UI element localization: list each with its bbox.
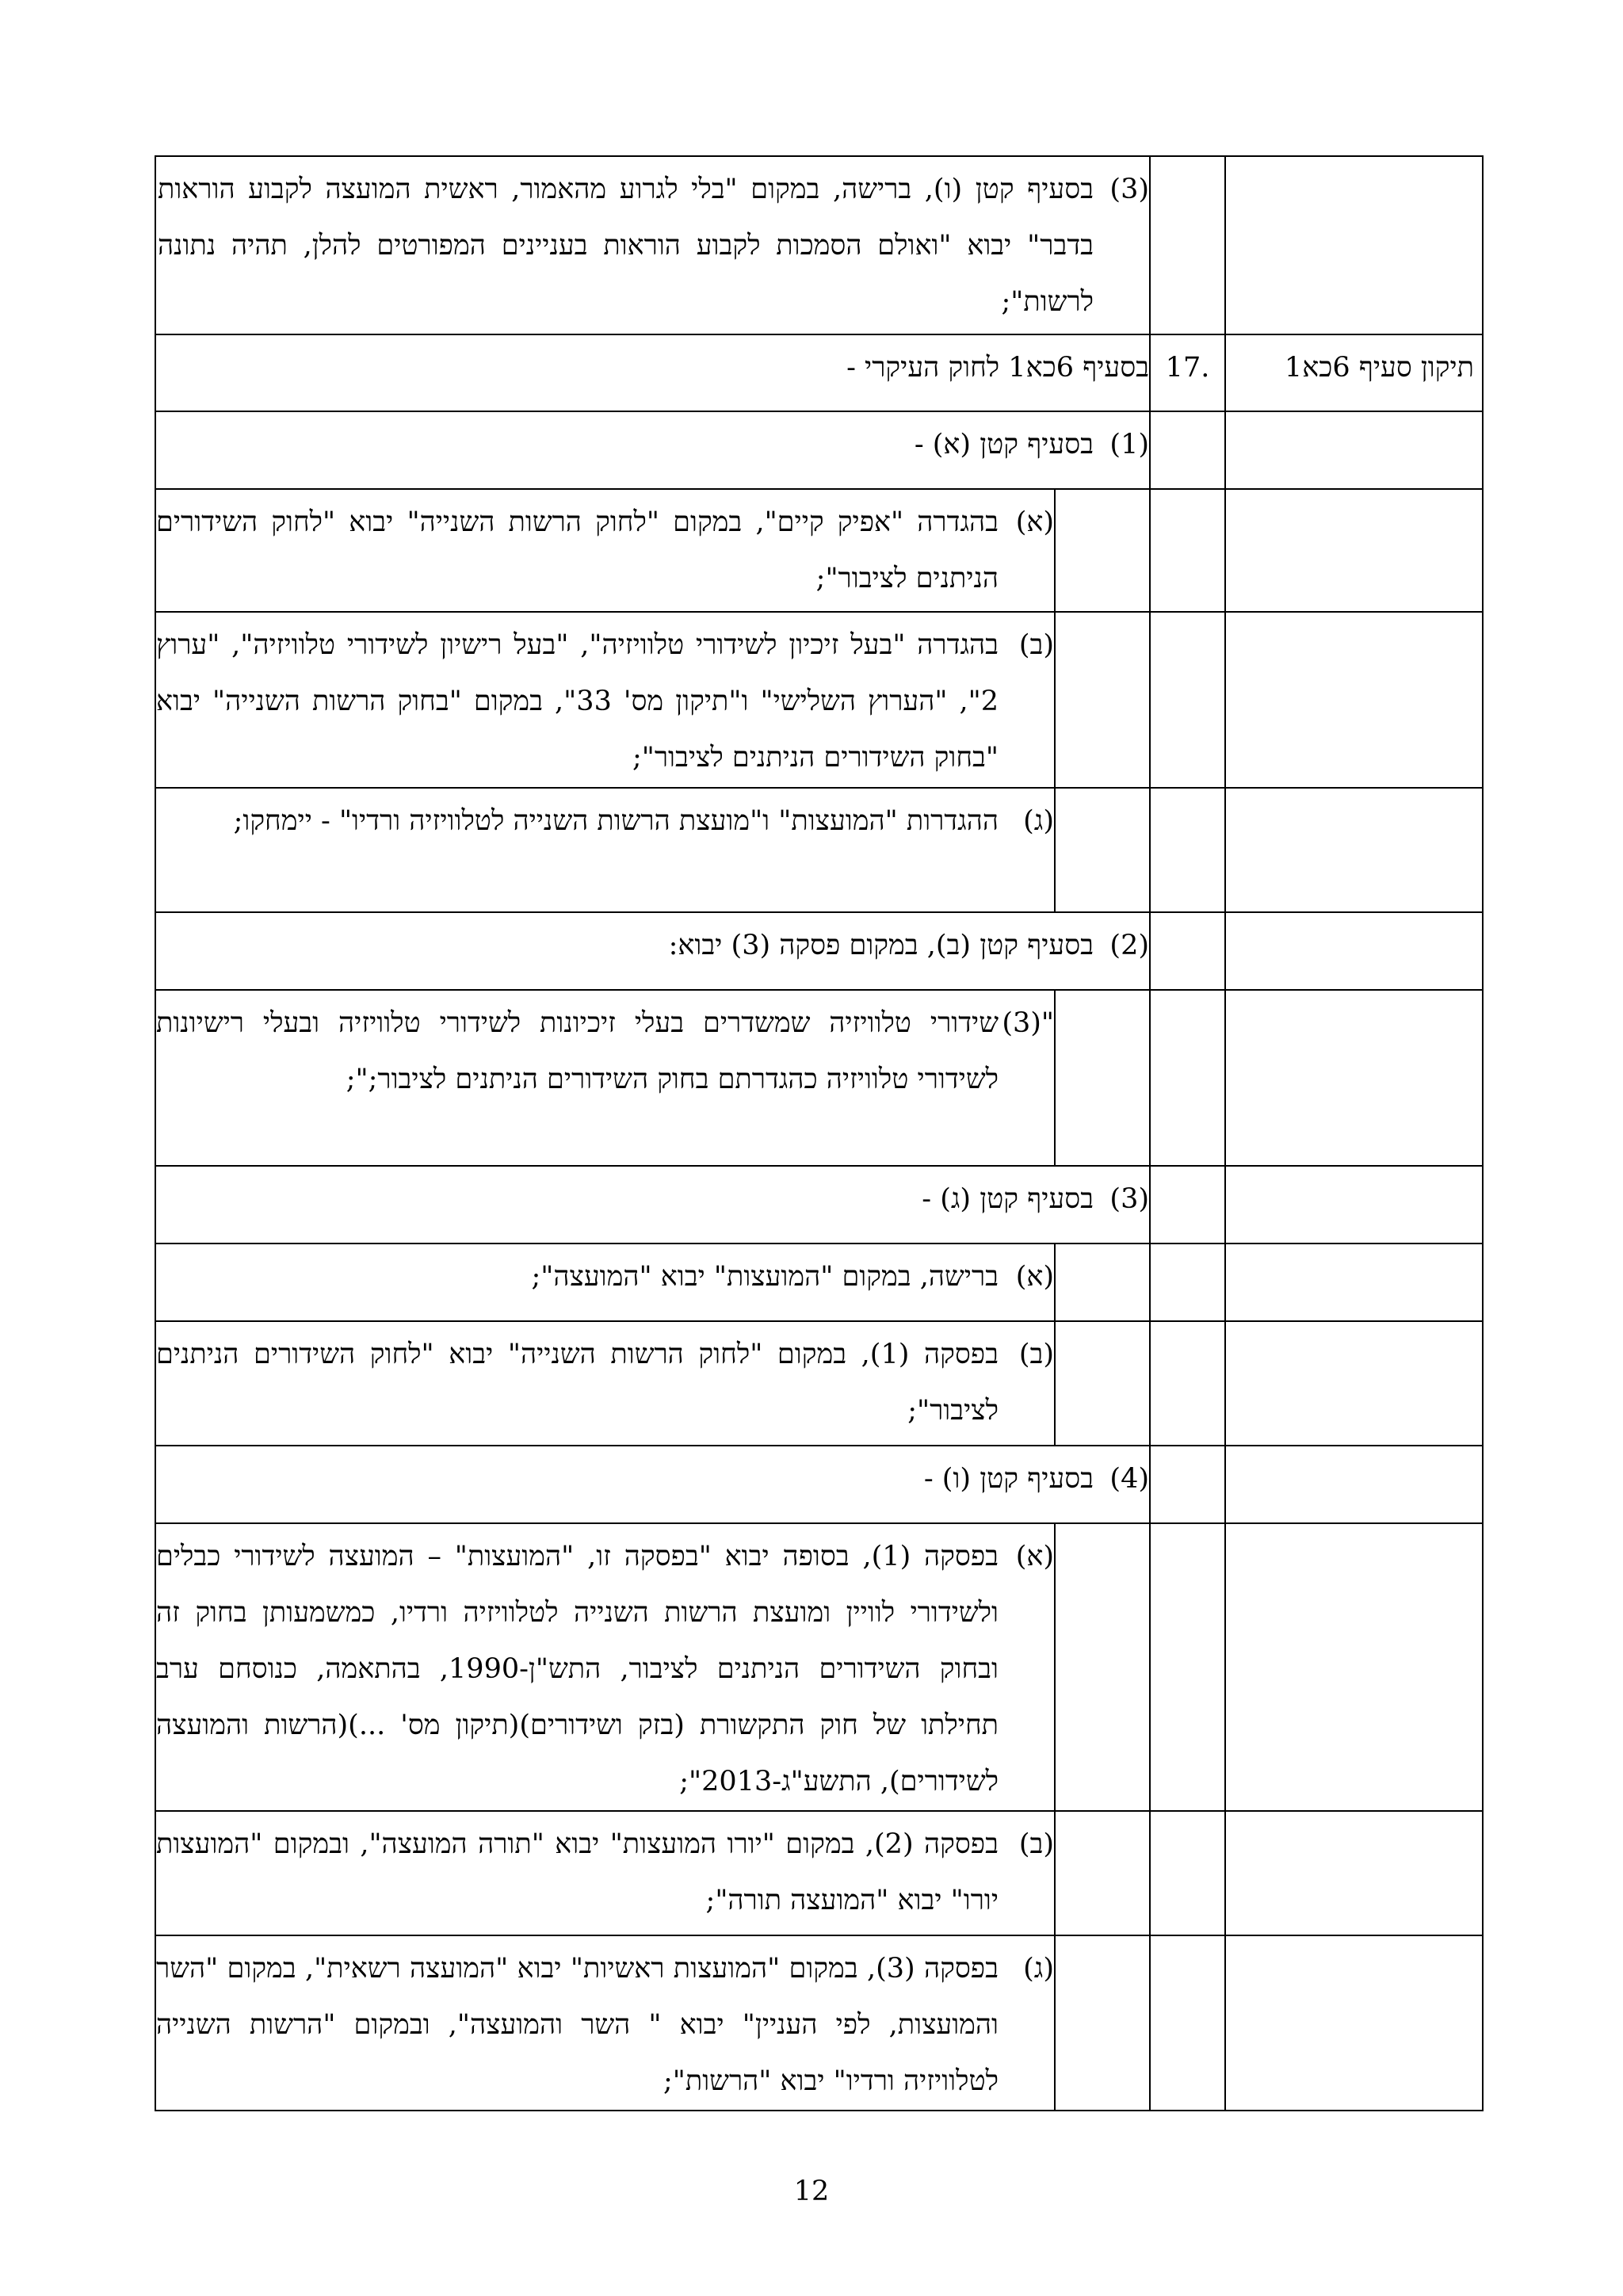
item-text: שידורי טלוויזיה שמשדרים בעלי זיכיונות לשידורי טלוויזיה ובעלי רישיונות לשידורי טלוויזיה כהגדרתם בחוק השידורים הניתנים לציבור;"; <box>156 1007 999 1095</box>
item-label: (3) <box>1109 1183 1150 1215</box>
item-label: (3) <box>1109 174 1150 205</box>
text-cell <box>155 1811 1055 1935</box>
item-label: (א) <box>1015 1261 1055 1293</box>
table-row <box>155 1811 1483 1935</box>
table-row <box>155 334 1483 411</box>
text-cell <box>155 489 1055 612</box>
table-row <box>155 788 1483 912</box>
text-cell <box>155 1166 1150 1244</box>
text-cell <box>155 1523 1055 1811</box>
item-label: (א) <box>1015 1541 1055 1572</box>
page-number: 12 <box>793 2176 830 2207</box>
table-row <box>155 1321 1483 1446</box>
item-label: (1) <box>1109 429 1150 460</box>
margin-note: תיקון סעיף 6כא1 <box>1284 352 1475 384</box>
item-text: ברישה, במקום "המועצות" יבוא "המועצה"; <box>531 1261 999 1293</box>
item-label: (ב) <box>1018 629 1055 661</box>
item-label: (4) <box>1109 1463 1150 1495</box>
item-label: (2) <box>1109 930 1150 961</box>
table-row <box>155 489 1483 612</box>
amendment-table <box>155 155 1484 2111</box>
item-text: בפסקה (1), בסופה יבוא "בפסקה זו, "המועצות" – המועצה לשידורי כבלים ולשידורי לוויין ומועצת הרשות השנייה לטלוויזיה ורדיו, כמשמעותן בחוק זה ובחוק השידורים הניתנים לציבור, התש"ן-1990, בהתאמה, כנוסחם ערב תחילתו של חוק התקשורת (בזק ושידורים)(תיקון מס' ...)(הרשות והמועצה לשידורים), התשע"ג-2013"; <box>156 1541 999 1797</box>
item-text: בסעיף קטן (ו), ברישה, במקום "בלי לגרוע מהאמור, ראשית המועצה לקבוע הוראות בדבר" יבוא "ואולם הסמכות לקבוע הוראות בעניינים המפורטים להלן, תהיה נתונה לרשות"; <box>158 174 1094 318</box>
item-text: בהגדרה "בעל זיכיון לשידורי טלוויזיה", "בעל רישיון לשידורי טלוויזיה", "ערוץ 2", "הערוץ השלישי" ו"תיקון מס' 33", במקום "בחוק הרשות השנייה" יבוא "בחוק השידורים הניתנים לציבור"; <box>156 629 999 774</box>
text-cell <box>155 1244 1055 1321</box>
table-row <box>155 1446 1483 1523</box>
section-number-cell <box>1150 156 1225 334</box>
text-cell <box>155 1321 1055 1446</box>
text-cell <box>155 1935 1055 2111</box>
section-number: .17 <box>1165 352 1210 384</box>
item-text: בסעיף קטן (ו) - <box>923 1463 1094 1495</box>
item-text: בפסקה (1), במקום "לחוק הרשות השנייה" יבוא "לחוק השידורים הניתנים לציבור"; <box>156 1339 999 1427</box>
item-label: (ב) <box>1018 1339 1055 1370</box>
item-label: (ג) <box>1023 1953 1055 1985</box>
item-label: (ב) <box>1018 1828 1055 1860</box>
margin-note-cell <box>1225 156 1483 334</box>
item-label: "(3) <box>1002 1007 1055 1039</box>
table-row <box>155 1244 1483 1321</box>
text-cell <box>155 612 1055 788</box>
item-text: בפסקה (2), במקום "יורו המועצות" יבוא "תורה המועצה", ובמקום "המועצות יורו" יבוא "המועצה תורה"; <box>156 1828 999 1916</box>
table-row <box>155 990 1483 1166</box>
section-number-cell <box>1150 334 1225 411</box>
item-label: (א) <box>1015 506 1055 538</box>
text-cell <box>155 788 1055 912</box>
margin-note-cell <box>1225 334 1483 411</box>
table-row <box>155 1523 1483 1811</box>
text-cell <box>155 912 1150 990</box>
item-text: בפסקה (3), במקום "המועצות ראשיות" יבוא "המועצה רשאית", במקום "השר והמועצות, לפי העניין" יבוא " השר והמועצה", ובמקום "הרשות השנייה לטלוויזיה ורדיו" יבוא "הרשות"; <box>156 1953 999 2097</box>
text-cell <box>155 411 1150 489</box>
item-text: בהגדרה "אפיק קיים", במקום "לחוק הרשות השנייה" יבוא "לחוק השידורים הניתנים לציבור"; <box>156 506 999 594</box>
text-cell <box>155 990 1055 1166</box>
text-cell <box>155 1446 1150 1523</box>
table-row <box>155 1935 1483 2111</box>
table-row <box>155 1166 1483 1244</box>
item-text: ההגדרות "המועצות" ו"מועצת הרשות השנייה לטלוויזיה ורדיו" - יימחקו; <box>233 805 999 837</box>
table-row <box>155 156 1483 334</box>
table-row <box>155 411 1483 489</box>
table-row <box>155 912 1483 990</box>
text-cell <box>155 334 1150 411</box>
item-text: בסעיף קטן (ג) - <box>922 1183 1094 1215</box>
item-text: בסעיף 6כא1 לחוק העיקרי - <box>846 352 1150 384</box>
item-text: בסעיף קטן (ב), במקום פסקה (3) יבוא: <box>668 930 1094 961</box>
item-label: (ג) <box>1023 805 1055 837</box>
item-text: בסעיף קטן (א) - <box>914 429 1094 460</box>
text-cell <box>155 156 1150 334</box>
table-row <box>155 612 1483 788</box>
